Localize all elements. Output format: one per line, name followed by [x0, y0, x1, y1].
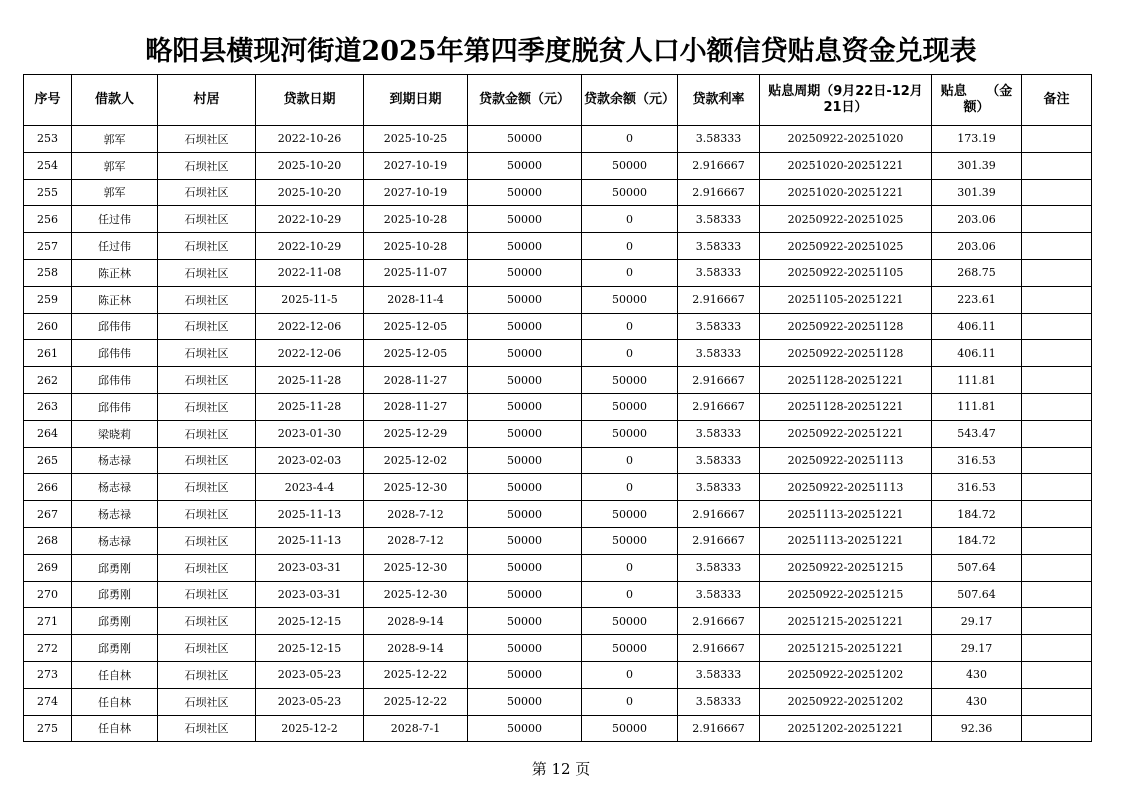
table-cell: 267: [24, 501, 72, 528]
table-cell: 2025-11-5: [256, 286, 364, 313]
table-row: [24, 661, 1092, 688]
table-cell: 石坝社区: [158, 420, 256, 447]
table-row: [24, 554, 1092, 581]
table-cell: 0: [582, 206, 678, 233]
table-cell: 20250922-20251113: [760, 447, 932, 474]
table-cell: 507.64: [932, 581, 1022, 608]
table-cell: 260: [24, 313, 72, 340]
table-cell: [1022, 393, 1092, 420]
table-cell: 邱伟伟: [72, 340, 158, 367]
table-cell: 20250922-20251025: [760, 233, 932, 260]
table-cell: 石坝社区: [158, 233, 256, 260]
table-cell: 50000: [582, 179, 678, 206]
table-cell: 郭军: [72, 126, 158, 153]
table-cell: 2025-10-20: [256, 152, 364, 179]
table-cell: 2028-11-27: [364, 393, 468, 420]
table-cell: 50000: [582, 420, 678, 447]
table-cell: 2.916667: [678, 501, 760, 528]
table-cell: 50000: [468, 420, 582, 447]
table-cell: 2028-7-12: [364, 501, 468, 528]
table-cell: 石坝社区: [158, 313, 256, 340]
table-cell: 郭军: [72, 179, 158, 206]
table-cell: 268: [24, 527, 72, 554]
table-row: [24, 340, 1092, 367]
table-cell: 20250922-20251215: [760, 581, 932, 608]
table-cell: 3.58333: [678, 447, 760, 474]
table-cell: 543.47: [932, 420, 1022, 447]
table-cell: 2.916667: [678, 179, 760, 206]
table-cell: 20250922-20251113: [760, 474, 932, 501]
table-row: [24, 420, 1092, 447]
table-cell: 50000: [582, 715, 678, 742]
column-header: 贴息周期（9月22日-12月21日）: [760, 75, 932, 126]
table-cell: 杨志禄: [72, 527, 158, 554]
table-cell: 20250922-20251221: [760, 420, 932, 447]
column-header: 村居: [158, 75, 256, 126]
table-cell: 石坝社区: [158, 501, 256, 528]
table-cell: [1022, 635, 1092, 662]
table-cell: 2027-10-19: [364, 179, 468, 206]
table-cell: [1022, 126, 1092, 153]
table-cell: 50000: [468, 126, 582, 153]
table-cell: 2023-05-23: [256, 661, 364, 688]
table-cell: 20251128-20251221: [760, 393, 932, 420]
table-cell: 2025-11-07: [364, 259, 468, 286]
table-cell: 263: [24, 393, 72, 420]
table-cell: 杨志禄: [72, 501, 158, 528]
table-cell: 20251020-20251221: [760, 152, 932, 179]
table-cell: 507.64: [932, 554, 1022, 581]
table-cell: 50000: [582, 286, 678, 313]
table-cell: 20250922-20251202: [760, 661, 932, 688]
table-row: [24, 581, 1092, 608]
table-cell: 邱伟伟: [72, 313, 158, 340]
table-cell: 20251202-20251221: [760, 715, 932, 742]
table-cell: 253: [24, 126, 72, 153]
table-cell: 2023-03-31: [256, 554, 364, 581]
table-cell: 2025-12-15: [256, 608, 364, 635]
table-cell: 223.61: [932, 286, 1022, 313]
table-cell: 邱勇刚: [72, 581, 158, 608]
table-row: [24, 152, 1092, 179]
table-cell: 0: [582, 259, 678, 286]
table-cell: 20251215-20251221: [760, 635, 932, 662]
table-cell: [1022, 608, 1092, 635]
table-cell: 石坝社区: [158, 474, 256, 501]
table-cell: 50000: [468, 527, 582, 554]
table-cell: 2025-12-02: [364, 447, 468, 474]
table-cell: 2.916667: [678, 393, 760, 420]
table-cell: 3.58333: [678, 340, 760, 367]
table-cell: 50000: [468, 152, 582, 179]
table-cell: 50000: [582, 635, 678, 662]
table-cell: 50000: [468, 233, 582, 260]
table-row: [24, 313, 1092, 340]
table-cell: [1022, 259, 1092, 286]
table-cell: 20250922-20251202: [760, 688, 932, 715]
table-cell: 3.58333: [678, 206, 760, 233]
table-cell: 2022-10-29: [256, 233, 364, 260]
table-row: [24, 367, 1092, 394]
table-cell: 石坝社区: [158, 581, 256, 608]
table-cell: 2025-12-2: [256, 715, 364, 742]
table-cell: 50000: [468, 367, 582, 394]
table-cell: 50000: [468, 259, 582, 286]
table-cell: 254: [24, 152, 72, 179]
table-cell: 2022-12-06: [256, 313, 364, 340]
table-cell: 石坝社区: [158, 367, 256, 394]
table-cell: 任自林: [72, 688, 158, 715]
table-cell: 0: [582, 581, 678, 608]
table-row: [24, 393, 1092, 420]
table-cell: 430: [932, 661, 1022, 688]
table-cell: 265: [24, 447, 72, 474]
table-cell: 20250922-20251025: [760, 206, 932, 233]
table-cell: 20250922-20251128: [760, 340, 932, 367]
table-cell: 3.58333: [678, 313, 760, 340]
table-cell: [1022, 501, 1092, 528]
table-cell: [1022, 447, 1092, 474]
table-cell: 50000: [582, 152, 678, 179]
table-cell: 111.81: [932, 393, 1022, 420]
table-cell: [1022, 527, 1092, 554]
table-cell: 266: [24, 474, 72, 501]
table-cell: 50000: [468, 474, 582, 501]
table-cell: 2.916667: [678, 527, 760, 554]
table-cell: 111.81: [932, 367, 1022, 394]
table-row: [24, 635, 1092, 662]
table-cell: 20251113-20251221: [760, 527, 932, 554]
table-row: [24, 527, 1092, 554]
table-row: [24, 233, 1092, 260]
table-cell: 50000: [468, 206, 582, 233]
table-cell: [1022, 152, 1092, 179]
document-title: 略阳县横现河街道2025年第四季度脱贫人口小额信贷贴息资金兑现表: [145, 36, 977, 67]
table-cell: 20251113-20251221: [760, 501, 932, 528]
table-cell: 406.11: [932, 340, 1022, 367]
table-cell: 274: [24, 688, 72, 715]
table-cell: 2023-01-30: [256, 420, 364, 447]
page-number: 第 12 页: [531, 760, 591, 778]
column-header: 序号: [24, 75, 72, 126]
table-cell: 邱伟伟: [72, 367, 158, 394]
table-cell: 2025-11-13: [256, 527, 364, 554]
table-cell: 29.17: [932, 635, 1022, 662]
table-cell: 50000: [582, 608, 678, 635]
table-cell: [1022, 554, 1092, 581]
table-cell: 石坝社区: [158, 715, 256, 742]
table-cell: 3.58333: [678, 259, 760, 286]
table-cell: 256: [24, 206, 72, 233]
table-cell: [1022, 313, 1092, 340]
table-cell: 2025-11-28: [256, 393, 364, 420]
table-cell: [1022, 179, 1092, 206]
column-header: 备注: [1022, 75, 1092, 126]
table-cell: 2025-12-30: [364, 554, 468, 581]
table-cell: 2028-9-14: [364, 608, 468, 635]
table-cell: 3.58333: [678, 554, 760, 581]
table-cell: 2025-12-22: [364, 688, 468, 715]
table-cell: 255: [24, 179, 72, 206]
table-cell: 50000: [468, 581, 582, 608]
table-cell: 任过伟: [72, 233, 158, 260]
table-cell: 275: [24, 715, 72, 742]
table-cell: 2022-10-29: [256, 206, 364, 233]
table-cell: 2025-12-05: [364, 313, 468, 340]
table-cell: 郭军: [72, 152, 158, 179]
table-cell: [1022, 688, 1092, 715]
table-row: [24, 179, 1092, 206]
table-cell: 3.58333: [678, 661, 760, 688]
table-cell: 2025-11-28: [256, 367, 364, 394]
table-cell: [1022, 420, 1092, 447]
table-cell: 2.916667: [678, 367, 760, 394]
table-cell: 邱伟伟: [72, 393, 158, 420]
table-cell: 184.72: [932, 501, 1022, 528]
table-cell: 石坝社区: [158, 635, 256, 662]
table-cell: 2025-12-29: [364, 420, 468, 447]
table-cell: 50000: [468, 661, 582, 688]
table-cell: 262: [24, 367, 72, 394]
table-cell: 3.58333: [678, 474, 760, 501]
table-row: [24, 715, 1092, 742]
table-cell: [1022, 340, 1092, 367]
table-cell: 20250922-20251128: [760, 313, 932, 340]
table-cell: 任自林: [72, 715, 158, 742]
table-row: [24, 608, 1092, 635]
table-cell: 梁晓莉: [72, 420, 158, 447]
table-cell: 430: [932, 688, 1022, 715]
table-cell: 203.06: [932, 233, 1022, 260]
table-row: [24, 286, 1092, 313]
column-header: 贷款余额（元）: [582, 75, 678, 126]
table-body: [24, 126, 1092, 742]
table-cell: 石坝社区: [158, 259, 256, 286]
table-row: [24, 447, 1092, 474]
table-cell: 石坝社区: [158, 393, 256, 420]
column-header: 贷款利率: [678, 75, 760, 126]
table-cell: 石坝社区: [158, 126, 256, 153]
table-cell: 2022-12-06: [256, 340, 364, 367]
table-cell: 2025-11-13: [256, 501, 364, 528]
table-cell: 268.75: [932, 259, 1022, 286]
table-cell: 石坝社区: [158, 447, 256, 474]
table-cell: 406.11: [932, 313, 1022, 340]
table-cell: 2025-12-30: [364, 581, 468, 608]
column-header: 贷款金额（元）: [468, 75, 582, 126]
table-cell: 2023-03-31: [256, 581, 364, 608]
table-cell: 杨志禄: [72, 474, 158, 501]
table-row: [24, 206, 1092, 233]
table-cell: 259: [24, 286, 72, 313]
table-cell: 257: [24, 233, 72, 260]
table-cell: 石坝社区: [158, 554, 256, 581]
table-cell: 石坝社区: [158, 206, 256, 233]
table-cell: 50000: [468, 313, 582, 340]
table-cell: 316.53: [932, 447, 1022, 474]
table-cell: [1022, 581, 1092, 608]
table-cell: 3.58333: [678, 126, 760, 153]
table-cell: 2028-7-1: [364, 715, 468, 742]
table-cell: 3.58333: [678, 233, 760, 260]
table-cell: 石坝社区: [158, 340, 256, 367]
table-cell: 2.916667: [678, 608, 760, 635]
table-cell: 0: [582, 474, 678, 501]
table-cell: 173.19: [932, 126, 1022, 153]
table-cell: 石坝社区: [158, 286, 256, 313]
table-cell: 2023-05-23: [256, 688, 364, 715]
table-cell: 50000: [468, 635, 582, 662]
table-cell: [1022, 715, 1092, 742]
table-cell: 0: [582, 688, 678, 715]
table-row: [24, 688, 1092, 715]
table-cell: 石坝社区: [158, 152, 256, 179]
table-cell: 2025-10-20: [256, 179, 364, 206]
table-cell: 269: [24, 554, 72, 581]
table-cell: 261: [24, 340, 72, 367]
table-cell: 2025-10-25: [364, 126, 468, 153]
table-cell: 2025-12-22: [364, 661, 468, 688]
table-cell: 203.06: [932, 206, 1022, 233]
table-cell: 50000: [468, 179, 582, 206]
table-cell: 2027-10-19: [364, 152, 468, 179]
table-cell: 2025-12-30: [364, 474, 468, 501]
table-cell: 50000: [582, 501, 678, 528]
table-cell: 2022-11-08: [256, 259, 364, 286]
table-cell: 301.39: [932, 179, 1022, 206]
table-row: [24, 474, 1092, 501]
table-cell: 2025-10-28: [364, 233, 468, 260]
table-cell: 50000: [468, 554, 582, 581]
table-cell: 2028-11-27: [364, 367, 468, 394]
table-cell: 20251020-20251221: [760, 179, 932, 206]
table-cell: 2025-12-15: [256, 635, 364, 662]
table-cell: 2028-9-14: [364, 635, 468, 662]
table-cell: 50000: [468, 608, 582, 635]
table-cell: 石坝社区: [158, 688, 256, 715]
table-cell: 271: [24, 608, 72, 635]
table-cell: 29.17: [932, 608, 1022, 635]
column-header: 贷款日期: [256, 75, 364, 126]
table-cell: 50000: [468, 715, 582, 742]
subsidy-table: [23, 74, 1092, 742]
table-cell: 20250922-20251020: [760, 126, 932, 153]
table-cell: 2025-12-05: [364, 340, 468, 367]
table-cell: 0: [582, 340, 678, 367]
table-cell: 301.39: [932, 152, 1022, 179]
table-cell: 陈正林: [72, 286, 158, 313]
table-cell: [1022, 474, 1092, 501]
table-cell: 20250922-20251105: [760, 259, 932, 286]
table-row: [24, 126, 1092, 153]
table-cell: 杨志禄: [72, 447, 158, 474]
table-cell: 3.58333: [678, 688, 760, 715]
table-cell: 2023-02-03: [256, 447, 364, 474]
table-cell: 石坝社区: [158, 179, 256, 206]
table-cell: 0: [582, 313, 678, 340]
table-cell: [1022, 661, 1092, 688]
table-cell: 0: [582, 447, 678, 474]
table-cell: 20251128-20251221: [760, 367, 932, 394]
table-row: [24, 501, 1092, 528]
table-cell: 石坝社区: [158, 608, 256, 635]
table-cell: 50000: [468, 340, 582, 367]
table-cell: 石坝社区: [158, 661, 256, 688]
table-cell: 50000: [468, 286, 582, 313]
table-header-row: [24, 75, 1092, 126]
table-cell: 50000: [582, 367, 678, 394]
table-cell: 陈正林: [72, 259, 158, 286]
table-cell: 2025-10-28: [364, 206, 468, 233]
table-cell: 92.36: [932, 715, 1022, 742]
table-cell: 2028-7-12: [364, 527, 468, 554]
table-cell: [1022, 233, 1092, 260]
table-cell: 50000: [468, 501, 582, 528]
table-cell: 50000: [468, 393, 582, 420]
table-cell: 邱勇刚: [72, 608, 158, 635]
table-cell: [1022, 206, 1092, 233]
table-cell: 2022-10-26: [256, 126, 364, 153]
table-cell: 2023-4-4: [256, 474, 364, 501]
table-cell: 0: [582, 233, 678, 260]
column-header: 到期日期: [364, 75, 468, 126]
table-cell: 邱勇刚: [72, 635, 158, 662]
table-cell: 邱勇刚: [72, 554, 158, 581]
table-cell: [1022, 367, 1092, 394]
table-cell: 258: [24, 259, 72, 286]
table-cell: 272: [24, 635, 72, 662]
table-cell: 2.916667: [678, 152, 760, 179]
column-header: 贴息 （金额）: [932, 75, 1022, 126]
table-cell: 任自林: [72, 661, 158, 688]
table-cell: 3.58333: [678, 420, 760, 447]
table-cell: 0: [582, 554, 678, 581]
table-cell: 50000: [468, 447, 582, 474]
table-cell: 石坝社区: [158, 527, 256, 554]
table-cell: 2.916667: [678, 286, 760, 313]
table-row: [24, 259, 1092, 286]
table-cell: 3.58333: [678, 581, 760, 608]
table-cell: 2.916667: [678, 635, 760, 662]
table-cell: 184.72: [932, 527, 1022, 554]
table-cell: 50000: [582, 527, 678, 554]
table-cell: 270: [24, 581, 72, 608]
table-cell: 264: [24, 420, 72, 447]
table-cell: 20250922-20251215: [760, 554, 932, 581]
table-cell: 316.53: [932, 474, 1022, 501]
table-cell: 2.916667: [678, 715, 760, 742]
table-cell: [1022, 286, 1092, 313]
column-header: 借款人: [72, 75, 158, 126]
table-cell: 20251215-20251221: [760, 608, 932, 635]
table-cell: 2028-11-4: [364, 286, 468, 313]
table-cell: 273: [24, 661, 72, 688]
table-cell: 0: [582, 661, 678, 688]
table-cell: 50000: [582, 393, 678, 420]
table-cell: 任过伟: [72, 206, 158, 233]
table-cell: 20251105-20251221: [760, 286, 932, 313]
table-cell: 50000: [468, 688, 582, 715]
table-cell: 0: [582, 126, 678, 153]
